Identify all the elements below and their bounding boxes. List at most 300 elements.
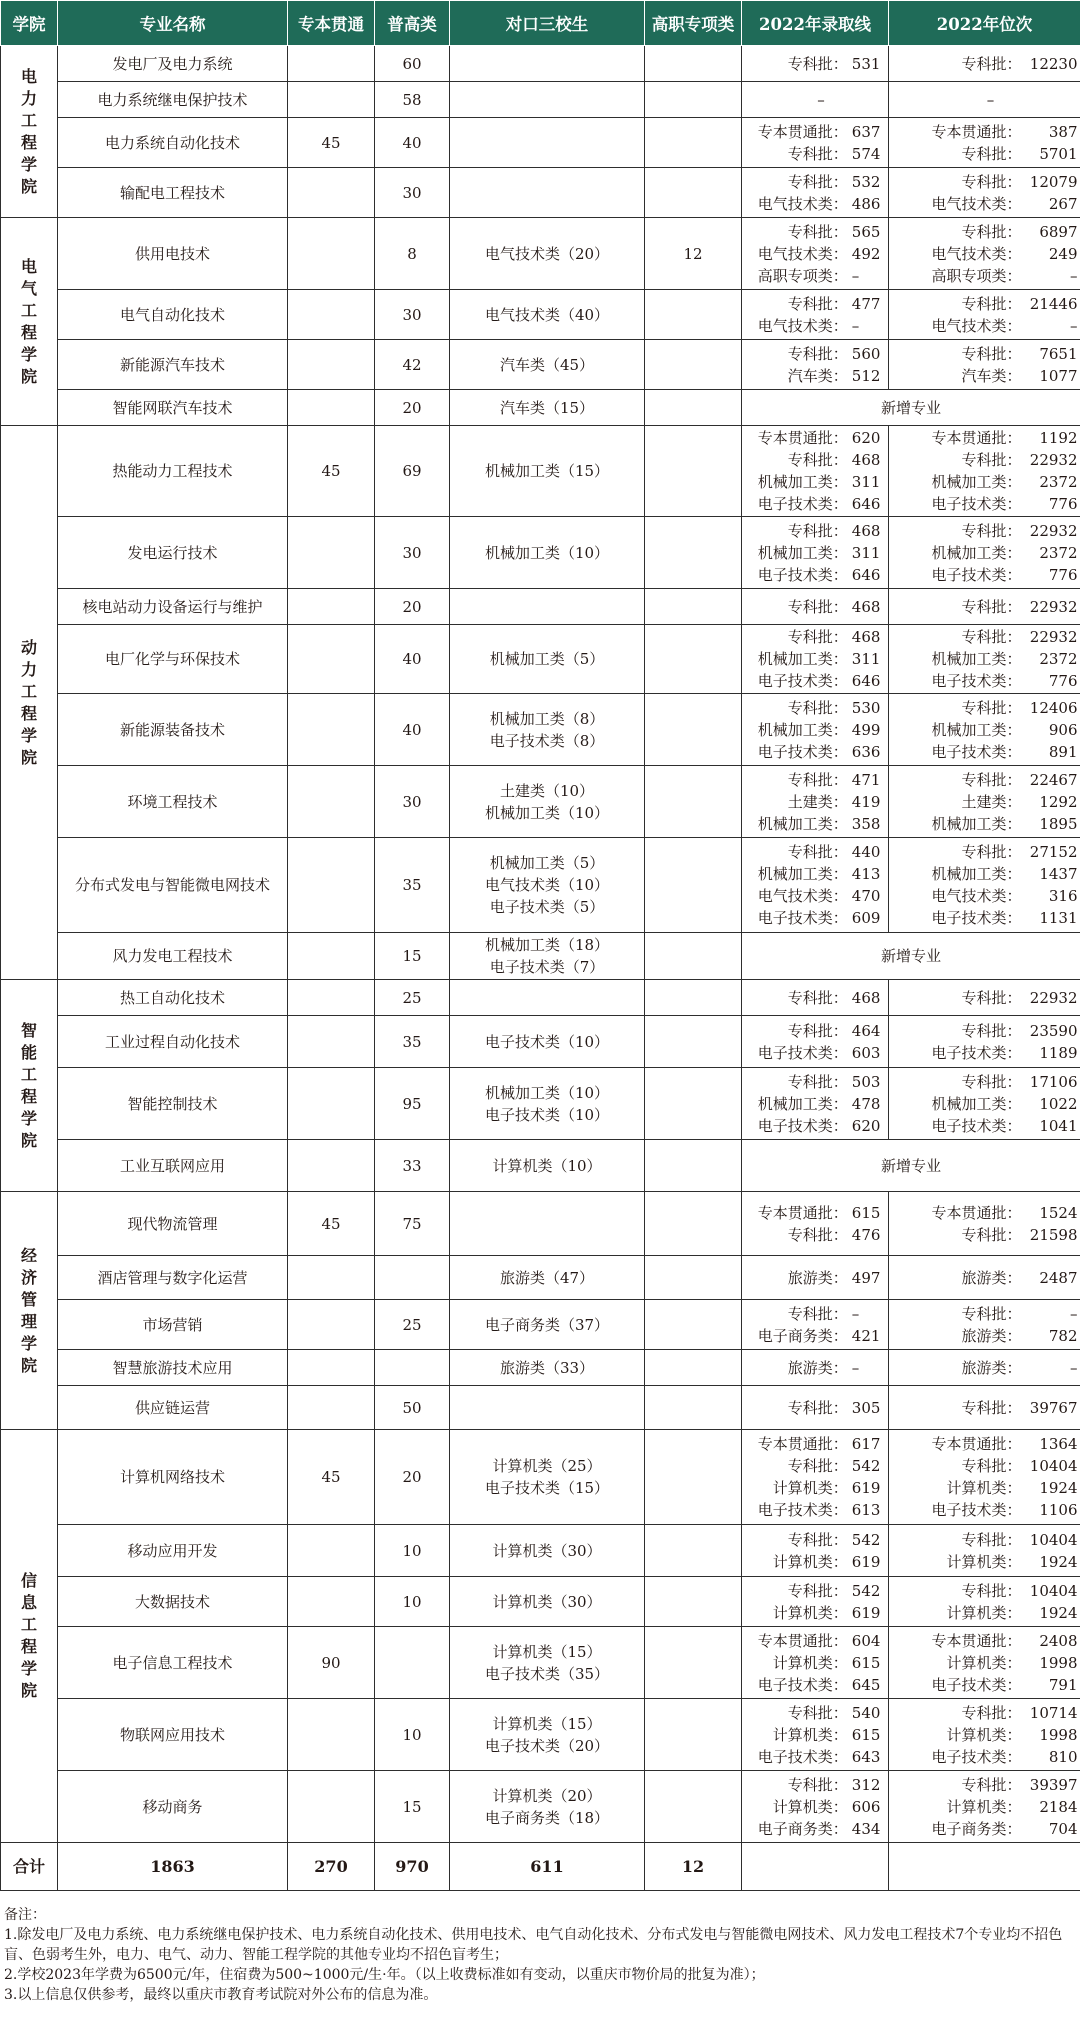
- gz-count: [645, 1386, 742, 1430]
- line-label: 电气技术类：: [931, 316, 1022, 335]
- admission-line-line: [744, 1202, 886, 1224]
- line-value: 1131: [1039, 909, 1078, 927]
- admission-rank-line: [891, 1602, 1078, 1624]
- dk-item: 机械加工类（8）: [489, 709, 605, 728]
- line-label: 专科批：: [961, 451, 1022, 469]
- college-label: 电力工程学院: [20, 66, 37, 196]
- admission-rank-line: [891, 265, 1078, 287]
- pg-count: 10: [375, 1699, 450, 1771]
- admission-line-line: [744, 1774, 886, 1796]
- line-value: 440: [851, 843, 881, 861]
- line-label: 电子技术类：: [931, 495, 1022, 513]
- pg-count: 30: [375, 517, 450, 589]
- admission-line-line: [744, 520, 886, 542]
- line-label: 专科批：: [961, 222, 1022, 241]
- table-row: [1, 46, 1080, 82]
- admission-rank: [889, 1300, 1080, 1350]
- dk-quota: [450, 1350, 645, 1386]
- dk-quota: [450, 980, 645, 1016]
- admission-rank-line: [891, 741, 1078, 763]
- line-value: 1189: [1039, 1043, 1078, 1062]
- admission-rank: [889, 1577, 1080, 1627]
- line-value: 492: [851, 244, 881, 263]
- table-row: [1, 980, 1080, 1016]
- admission-rank-line: [891, 596, 1078, 618]
- zbgt-count: [288, 340, 375, 390]
- line-value: 542: [851, 1457, 881, 1475]
- pg-count: 20: [375, 390, 450, 426]
- line-value: 1895: [1039, 814, 1078, 833]
- line-value: 497: [851, 1268, 881, 1287]
- line-label: 专科批：: [787, 628, 848, 646]
- line-value: 387: [1048, 122, 1078, 141]
- line-label: 电子技术类：: [931, 909, 1022, 927]
- pg-count: 69: [375, 426, 450, 517]
- admission-rank: [889, 218, 1080, 290]
- dk-quota: [450, 390, 645, 426]
- admission-line-line: [744, 1224, 886, 1246]
- pg-count: 25: [375, 980, 450, 1016]
- table-row: [1, 1577, 1080, 1627]
- line-label: 专本贯通批：: [757, 122, 848, 141]
- dk-quota: [450, 1192, 645, 1256]
- dk-item: 电子技术类（20）: [484, 1736, 610, 1755]
- dk-quota: [450, 1577, 645, 1627]
- line-value: 2372: [1039, 473, 1078, 491]
- college-label: 智能工程学院: [20, 1020, 37, 1150]
- admission-rank: [889, 1627, 1080, 1699]
- line-label: 机械加工类：: [757, 814, 848, 833]
- admission-line-line: [744, 1303, 886, 1325]
- admission-line-line: [744, 89, 886, 111]
- admission-rank: [889, 1525, 1080, 1577]
- admission-rank-line: [891, 143, 1078, 165]
- total-row: [1, 1843, 1080, 1891]
- line-value: 1041: [1039, 1116, 1078, 1135]
- new-major-note: 新增专业: [742, 933, 1080, 980]
- line-value: –: [851, 316, 860, 335]
- admission-line-line: [744, 564, 886, 586]
- line-label: 汽车类：: [961, 366, 1022, 385]
- pg-count: [375, 1256, 450, 1300]
- admission-rank: [889, 1350, 1080, 1386]
- line-label: 专科批：: [787, 172, 848, 191]
- line-label: 计算机类：: [772, 1653, 848, 1672]
- table-row: [1, 1771, 1080, 1843]
- admission-line: [742, 1068, 889, 1140]
- line-value: 512: [851, 366, 881, 385]
- total-all: 1863: [58, 1843, 288, 1891]
- line-value: 645: [851, 1675, 881, 1694]
- zbgt-count: [288, 589, 375, 625]
- table-row: [1, 1430, 1080, 1525]
- admission-rank-line: [891, 1580, 1078, 1602]
- note-item-2: 2.学校2023年学费为6500元/年，住宿费为500~1000元/生·年。（以上收费标准如有变动，以重庆市物价局的批复为准）；: [4, 1967, 765, 1983]
- admission-line-line: [744, 1397, 886, 1419]
- notes-section: [0, 1891, 1080, 2005]
- admission-line-line: [744, 221, 886, 243]
- line-label: 汽车类：: [787, 366, 848, 385]
- pg-count: 60: [375, 46, 450, 82]
- zbgt-count: [288, 1386, 375, 1430]
- admission-rank: [889, 46, 1080, 82]
- line-value: 542: [851, 1581, 881, 1600]
- line-value: 891: [1048, 742, 1078, 761]
- zbgt-count: [288, 390, 375, 426]
- line-label: 专科批：: [961, 1398, 1022, 1417]
- admission-rank-line: [891, 193, 1078, 215]
- line-value: 604: [851, 1631, 881, 1650]
- table-row: [1, 1256, 1080, 1300]
- admission-rank: [889, 118, 1080, 168]
- line-label: 电子技术类：: [931, 1501, 1022, 1519]
- admission-line: [742, 340, 889, 390]
- table-row: [1, 168, 1080, 218]
- line-label: 电子技术类：: [931, 742, 1022, 761]
- admission-rank-line: [891, 1477, 1078, 1499]
- admission-rank-line: [891, 1818, 1078, 1840]
- line-label: 电子技术类：: [757, 742, 848, 761]
- admission-line-line: [744, 1357, 886, 1379]
- line-value: 1437: [1039, 865, 1078, 883]
- admission-rank-line: [891, 1433, 1078, 1455]
- line-value: 791: [1048, 1675, 1078, 1694]
- admission-rank-line: [891, 315, 1078, 337]
- header-dk: 对口三校生: [450, 1, 645, 46]
- admission-rank: [889, 426, 1080, 517]
- admission-rank-line: [891, 987, 1078, 1009]
- line-label: 计算机类：: [946, 1552, 1022, 1571]
- zbgt-count: [288, 46, 375, 82]
- line-value: 619: [851, 1479, 881, 1497]
- admission-line-line: [744, 1433, 886, 1455]
- admission-line-line: [744, 741, 886, 763]
- admission-rank-line: [891, 53, 1078, 75]
- gz-count: [645, 290, 742, 340]
- gz-count: [645, 1068, 742, 1140]
- pg-count: 25: [375, 1300, 450, 1350]
- admission-rank-line: [891, 1202, 1078, 1224]
- zbgt-count: [288, 1068, 375, 1140]
- admission-line-line: [744, 596, 886, 618]
- line-value: 1998: [1039, 1653, 1078, 1672]
- zbgt-count: [288, 694, 375, 766]
- line-value: 10404: [1029, 1530, 1078, 1549]
- line-label: 机械加工类：: [931, 473, 1022, 491]
- pg-count: 40: [375, 625, 450, 694]
- pg-count: 30: [375, 766, 450, 838]
- admission-line: [742, 980, 889, 1016]
- admission-line-line: [744, 697, 886, 719]
- line-value: 565: [851, 222, 881, 241]
- major-name: 电气自动化技术: [58, 290, 288, 340]
- gz-count: [645, 390, 742, 426]
- major-name: 供用电技术: [58, 218, 288, 290]
- dk-quota: [450, 838, 645, 933]
- line-label: 专科批：: [787, 597, 848, 616]
- gz-count: 12: [645, 218, 742, 290]
- admission-line-line: [744, 471, 886, 493]
- gz-count: [645, 1699, 742, 1771]
- new-major-note: 新增专业: [742, 390, 1080, 426]
- major-name: 计算机网络技术: [58, 1430, 288, 1525]
- dk-quota: [450, 1068, 645, 1140]
- line-value: 7651: [1039, 344, 1078, 363]
- line-label: 电气技术类：: [757, 887, 848, 905]
- new-major-note: 新增专业: [742, 1140, 1080, 1192]
- zbgt-count: [288, 766, 375, 838]
- college-name: [1, 1192, 58, 1430]
- note-item-1: 1.除发电厂及电力系统、电力系统继电保护技术、电力系统自动化技术、供用电技术、电气自动化技术、分布式发电与智能微电网技术、风力发电工程技术7个专业均不招色盲、色弱考生外，电力、电气、动力、智能工程学院的其他专业均不招色盲考生；: [4, 1927, 1063, 1963]
- line-value: 2408: [1039, 1631, 1078, 1650]
- dk-item: 机械加工类（18）: [484, 936, 610, 954]
- line-label: 土建类：: [961, 792, 1022, 811]
- table-header-row: [1, 1, 1080, 46]
- admission-rank-line: [891, 542, 1078, 564]
- admission-line-line: [744, 1702, 886, 1724]
- line-value: 27152: [1029, 843, 1078, 861]
- line-label: 专科批：: [961, 698, 1022, 717]
- admission-line-line: [744, 53, 886, 75]
- table-row: [1, 517, 1080, 589]
- admission-line-line: [744, 243, 886, 265]
- college-label: 信息工程学院: [20, 1571, 37, 1700]
- line-label: 高职专项类：: [757, 266, 848, 285]
- line-label: 专科批：: [787, 1304, 848, 1323]
- pg-count: 8: [375, 218, 450, 290]
- gz-count: [645, 1627, 742, 1699]
- line-label: 专本贯通批：: [757, 1203, 848, 1222]
- gz-count: [645, 426, 742, 517]
- dk-item: 电子技术类（10）: [484, 1032, 610, 1051]
- admission-rank-line: [891, 1702, 1078, 1724]
- admission-rank-line: [891, 1551, 1078, 1573]
- pg-count: [375, 1627, 450, 1699]
- line-label: 电子技术类：: [931, 1675, 1022, 1694]
- line-value: 776: [1048, 565, 1078, 584]
- zbgt-count: [288, 517, 375, 589]
- pg-count: 35: [375, 1016, 450, 1068]
- dk-quota: [450, 1627, 645, 1699]
- line-label: 专科批：: [787, 1072, 848, 1091]
- line-label: 电子技术类：: [757, 565, 848, 584]
- line-label: 专科批：: [787, 54, 848, 73]
- pg-count: 10: [375, 1577, 450, 1627]
- line-label: 旅游类：: [787, 1268, 848, 1287]
- line-value: –: [1070, 316, 1078, 335]
- table-row: [1, 589, 1080, 625]
- admission-line-line: [744, 365, 886, 387]
- gz-count: [645, 766, 742, 838]
- zbgt-count: [288, 980, 375, 1016]
- admission-rank-line: [891, 1630, 1078, 1652]
- college-label: 动力工程学院: [20, 637, 37, 767]
- line-label: 专科批：: [787, 344, 848, 363]
- zbgt-count: [288, 168, 375, 218]
- line-value: 10404: [1029, 1457, 1078, 1475]
- admission-rank: [889, 980, 1080, 1016]
- admission-line-line: [744, 1652, 886, 1674]
- dk-item: 机械加工类（5）: [489, 650, 605, 668]
- admission-line-line: [744, 1042, 886, 1064]
- line-label: 专科批：: [961, 1457, 1022, 1475]
- admission-rank-line: [891, 697, 1078, 719]
- line-value: 267: [1048, 194, 1078, 213]
- admission-line: [742, 625, 889, 694]
- dk-quota: [450, 426, 645, 517]
- admission-rank: [889, 168, 1080, 218]
- admission-line: [742, 82, 889, 118]
- admission-line-line: [744, 1551, 886, 1573]
- line-value: 532: [851, 172, 881, 191]
- line-value: 478: [851, 1094, 881, 1113]
- gz-count: [645, 1525, 742, 1577]
- admission-line: [742, 517, 889, 589]
- admission-line-line: [744, 193, 886, 215]
- pg-count: 10: [375, 1525, 450, 1577]
- line-label: 专科批：: [961, 1530, 1022, 1549]
- major-name: 供应链运营: [58, 1386, 288, 1430]
- admission-rank: [889, 290, 1080, 340]
- dk-item: 机械加工类（15）: [484, 462, 610, 480]
- line-label: 专本贯通批：: [931, 1435, 1022, 1453]
- admission-line-line: [744, 987, 886, 1009]
- gz-count: [645, 980, 742, 1016]
- admission-rank-line: [891, 1724, 1078, 1746]
- line-label: 电子技术类：: [931, 1747, 1022, 1766]
- line-value: 615: [851, 1203, 881, 1222]
- dk-quota: [450, 1430, 645, 1525]
- gz-count: [645, 933, 742, 980]
- line-label: 电子技术类：: [931, 1116, 1022, 1135]
- admission-line-line: [744, 315, 886, 337]
- admission-line-line: [744, 1499, 886, 1521]
- line-label: 专科批：: [961, 344, 1022, 363]
- line-value: 464: [851, 1021, 881, 1040]
- line-value: 646: [851, 565, 881, 584]
- line-label: 土建类：: [787, 792, 848, 811]
- line-value: 620: [851, 429, 881, 447]
- line-value: 10714: [1029, 1703, 1078, 1722]
- line-label: 电子商务类：: [757, 1326, 848, 1345]
- line-value: –: [1070, 266, 1078, 285]
- total-gz: 12: [645, 1843, 742, 1891]
- line-label: 计算机类：: [946, 1797, 1022, 1816]
- gz-count: [645, 1430, 742, 1525]
- admission-line: [742, 694, 889, 766]
- admission-rank: [889, 838, 1080, 933]
- line-value: 613: [851, 1501, 881, 1519]
- total-label: 合计: [1, 1843, 58, 1891]
- table-row: [1, 1525, 1080, 1577]
- line-value: 615: [851, 1725, 881, 1744]
- line-label: 计算机类：: [772, 1797, 848, 1816]
- major-name: 发电厂及电力系统: [58, 46, 288, 82]
- line-label: 专科批：: [787, 1703, 848, 1722]
- admission-line: [742, 1771, 889, 1843]
- gz-count: [645, 589, 742, 625]
- admission-rank-line: [891, 1020, 1078, 1042]
- admission-line-line: [744, 791, 886, 813]
- header-rank: 2022年位次: [889, 1, 1080, 46]
- admission-rank: [889, 1256, 1080, 1300]
- major-name: 电子信息工程技术: [58, 1627, 288, 1699]
- line-value: 619: [851, 1603, 881, 1622]
- line-value: 499: [851, 720, 881, 739]
- line-value: 1924: [1039, 1603, 1078, 1622]
- line-value: 12406: [1029, 698, 1078, 717]
- admission-rank-line: [891, 121, 1078, 143]
- total-line-empty: [742, 1843, 889, 1891]
- admission-rank-line: [891, 1746, 1078, 1768]
- major-name: 风力发电工程技术: [58, 933, 288, 980]
- admission-line: [742, 1016, 889, 1068]
- zbgt-count: [288, 1525, 375, 1577]
- line-label: 专科批：: [787, 1225, 848, 1244]
- table-row: [1, 390, 1080, 426]
- admission-line-line: [744, 1115, 886, 1137]
- line-value: 646: [851, 672, 881, 690]
- admission-rank: [889, 1386, 1080, 1430]
- major-name: 智能网联汽车技术: [58, 390, 288, 426]
- header-college: 学院: [1, 1, 58, 46]
- admission-rank: [889, 694, 1080, 766]
- dk-item: 电子技术类（8）: [489, 731, 605, 750]
- line-value: 39397: [1029, 1775, 1078, 1794]
- admission-rank-line: [891, 719, 1078, 741]
- line-value: 2487: [1039, 1268, 1078, 1287]
- line-label: 高职专项类：: [931, 266, 1022, 285]
- dk-quota: [450, 625, 645, 694]
- major-name: 移动应用开发: [58, 1525, 288, 1577]
- admission-line: [742, 218, 889, 290]
- admission-rank-line: [891, 221, 1078, 243]
- admission-line: [742, 46, 889, 82]
- header-zbgt: 专本贯通: [288, 1, 375, 46]
- line-label: 专科批：: [787, 988, 848, 1007]
- line-value: 21446: [1029, 294, 1078, 313]
- line-label: 电子技术类：: [757, 1116, 848, 1135]
- line-value: 419: [851, 792, 881, 811]
- zbgt-count: 45: [288, 1192, 375, 1256]
- gz-count: [645, 1577, 742, 1627]
- line-label: 专科批：: [961, 54, 1022, 73]
- line-value: 22932: [1029, 628, 1078, 646]
- line-label: 电子技术类：: [757, 1501, 848, 1519]
- admission-rank: [889, 589, 1080, 625]
- line-value: 22467: [1029, 770, 1078, 789]
- major-name: 大数据技术: [58, 1577, 288, 1627]
- line-value: 643: [851, 1747, 881, 1766]
- admission-rank-line: [891, 243, 1078, 265]
- line-label: 机械加工类：: [757, 865, 848, 883]
- admission-rank-line: [891, 1397, 1078, 1419]
- dk-item: 土建类（10）: [499, 781, 595, 800]
- line-label: 计算机类：: [946, 1653, 1022, 1672]
- line-label: 计算机类：: [772, 1603, 848, 1622]
- admission-line-line: [744, 1630, 886, 1652]
- total-pg: 970: [375, 1843, 450, 1891]
- admission-line: [742, 290, 889, 340]
- admission-line: [742, 168, 889, 218]
- line-label: 机械加工类：: [931, 650, 1022, 668]
- table-row: [1, 933, 1080, 980]
- admission-rank: [889, 766, 1080, 838]
- admission-line: [742, 589, 889, 625]
- dk-quota: [450, 1525, 645, 1577]
- line-label: 专科批：: [961, 770, 1022, 789]
- zbgt-count: [288, 1577, 375, 1627]
